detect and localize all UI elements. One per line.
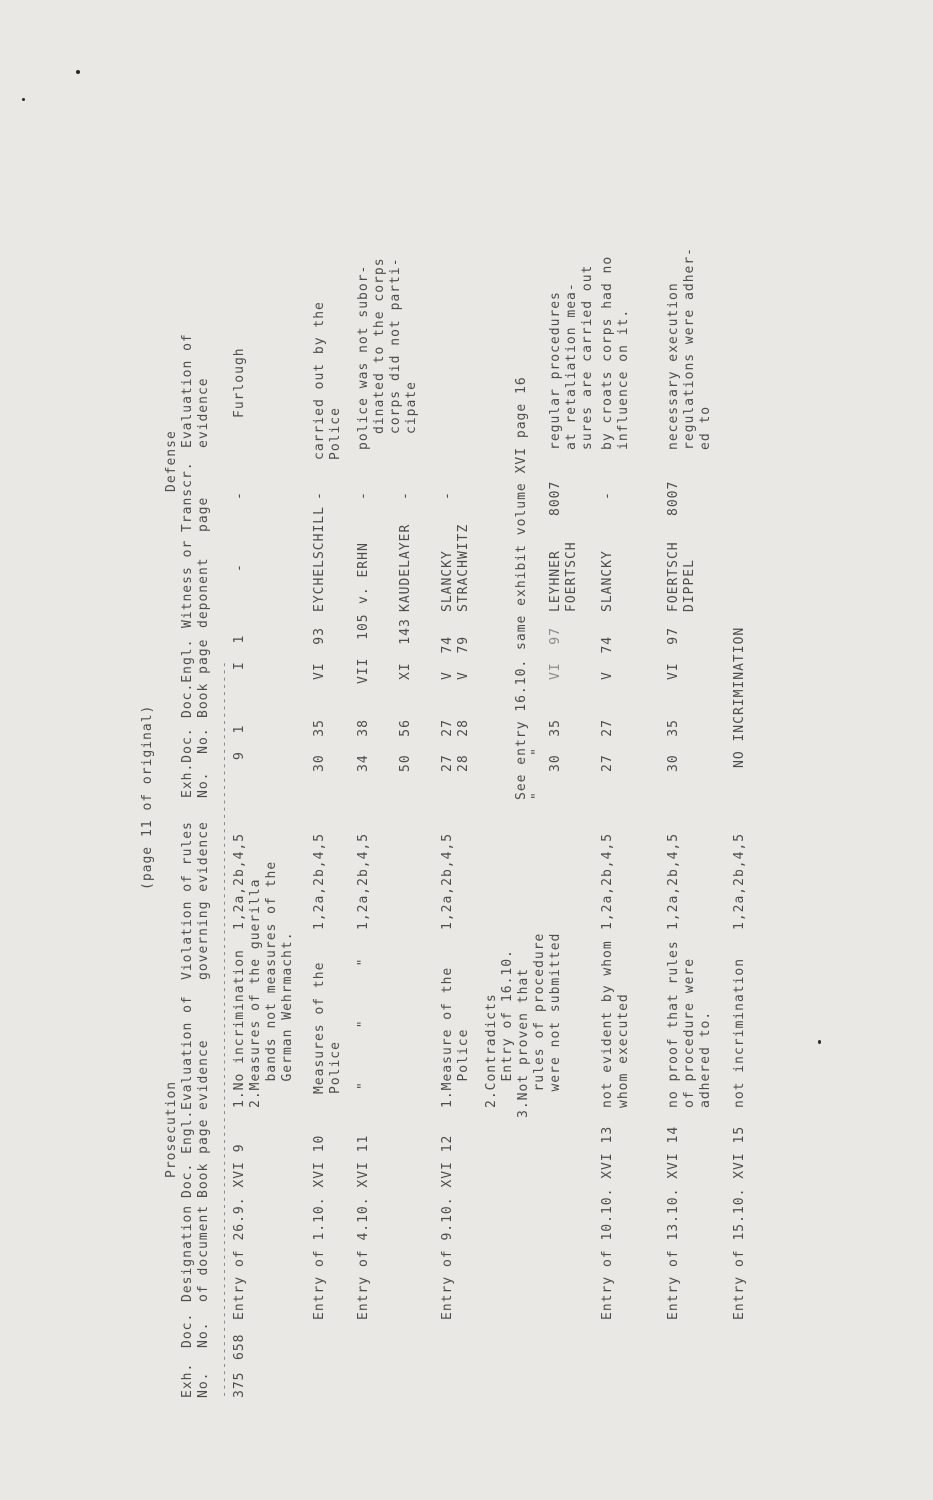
- engl-book-page: V 74: [600, 635, 615, 680]
- exh-doc-number: 50 56: [398, 719, 413, 772]
- header-witness-2: deponent: [196, 557, 211, 628]
- exh-doc-number: 30 35: [666, 719, 681, 772]
- designation: Entry of 10.10. XVI 13: [600, 1125, 615, 1320]
- header-def-evaluation: [180, 333, 212, 448]
- defense-evaluation-line: by croats corps had no: [600, 255, 615, 450]
- header-exh-doc-1: Exh.Doc.: [180, 727, 195, 798]
- header-doc-no: [180, 1313, 212, 1348]
- exh-doc-number: 27 27 28 28: [440, 719, 471, 772]
- prosecution-header: Prosecution: [164, 1080, 179, 1178]
- transcript-page: -: [398, 491, 413, 500]
- defense-evaluation-line: Police: [328, 407, 343, 460]
- header-evaluation: [180, 995, 212, 1110]
- header-exh-doc-2: No. No.: [196, 727, 211, 798]
- engl-book-page: V 74 V 79: [440, 635, 471, 680]
- header-transcr: [180, 461, 212, 532]
- header-designation: [180, 1205, 212, 1302]
- witness: v. ERHN: [356, 542, 371, 604]
- header-doc-engl-def: [180, 639, 212, 718]
- engl-book-page: VI 93: [312, 627, 327, 680]
- designation: Entry of 1.10. XVI 10: [312, 1134, 327, 1320]
- witness: FOERTSCH DIPPEL: [666, 541, 697, 612]
- transcript-page: -: [232, 491, 247, 500]
- witness: SLANCKY: [600, 550, 615, 612]
- evaluation-line: adhered to.: [698, 1010, 713, 1108]
- header-doc-engl-def-2: Book page: [196, 638, 211, 718]
- violation-rules: 1,2a,2b,4,5: [600, 832, 615, 930]
- header-doc-engl-def-1: Doc.Engl.: [180, 638, 195, 718]
- evaluation-line: rules of procedure: [532, 932, 547, 1118]
- header-evaluation-1: Evaluation of: [180, 995, 195, 1110]
- evaluation-line: Entry of 16.10.: [500, 949, 515, 1108]
- header-exh-2: No.: [196, 1371, 211, 1398]
- evaluation-line: 1.No incrimination: [232, 949, 247, 1108]
- violation-rules: 1,2a,2b,4,5: [440, 832, 455, 930]
- violation-rules: 1,2a,2b,4,5: [732, 832, 747, 930]
- witness: EYCHELSCHILL: [312, 506, 327, 612]
- violation-rules: 1,2a,2b,4,5: [232, 832, 247, 930]
- header-doc-2: No.: [196, 1321, 211, 1348]
- exh-doc-number: 30 35: [312, 719, 327, 772]
- no-incrimination-note: NO INCRIMINATION: [732, 626, 747, 768]
- evaluation-line: no proof that rules: [666, 940, 681, 1108]
- evaluation-line: 3.Not proven that: [516, 967, 531, 1118]
- designation: Entry of 26.9. XVI 9: [232, 1143, 247, 1320]
- header-divider: ------------------------------------------------------------------------------------------------------: [217, 661, 231, 1398]
- header-doc-engl: [180, 1110, 212, 1198]
- evaluation-line: " " ": [356, 957, 371, 1090]
- header-exh-1: Exh.: [180, 1362, 195, 1398]
- exh-doc-number: 30 35: [548, 719, 563, 772]
- evaluation-line: not evident by whom: [600, 940, 615, 1108]
- evaluation-line: Police: [328, 1041, 343, 1094]
- header-witness: [180, 540, 212, 628]
- engl-book-page: VII 105: [356, 613, 371, 684]
- defense-evaluation-line: regular procedures: [548, 291, 563, 450]
- defense-evaluation-line: dinated to the corps: [372, 257, 387, 434]
- defense-evaluation-line: Furlough: [232, 347, 247, 418]
- evaluation-line: German Wehrmacht.: [280, 931, 295, 1108]
- evaluation-line: 2.Contradicts: [484, 993, 499, 1108]
- evaluation-line: of procedure were: [682, 957, 697, 1108]
- engl-book-page: I 1: [232, 634, 247, 670]
- violation-rules: 1,2a,2b,4,5: [312, 832, 327, 930]
- violation-rules: 1,2a,2b,4,5: [666, 832, 681, 930]
- engl-book-page: VI 97: [666, 627, 681, 680]
- header-evaluation-2: evidence: [196, 1039, 211, 1110]
- page-note: (page 11 of original): [140, 704, 155, 890]
- transcript-page: 8007: [666, 480, 681, 516]
- header-violation-1: Violation of rules: [180, 821, 195, 980]
- defense-evaluation-line: cipate: [404, 381, 419, 434]
- transcript-page: -: [312, 491, 327, 500]
- header-designation-1: Designation: [180, 1204, 195, 1302]
- evaluation-line: Police: [456, 1028, 471, 1108]
- defense-header: Defense: [164, 430, 179, 492]
- header-designation-2: of document: [196, 1204, 211, 1302]
- header-def-evaluation-2: evidence: [196, 377, 211, 448]
- exh-doc-number: 9 1: [232, 724, 247, 760]
- witness: KAUDELAYER: [398, 523, 413, 612]
- header-def-evaluation-1: Evaluation of: [180, 333, 195, 448]
- exh-doc-number: 27 27: [600, 719, 615, 772]
- exh-doc-number: " ": [530, 747, 545, 800]
- header-transcr-2: page: [196, 496, 211, 532]
- evaluation-line: Measures of the: [312, 961, 327, 1094]
- defense-evaluation-line: police was not subor-: [356, 264, 371, 450]
- violation-rules: 1,2a,2b,4,5: [356, 832, 371, 930]
- exh-doc-number: 34 38: [356, 719, 371, 772]
- header-violation: [180, 821, 212, 980]
- evaluation-line: not incrimination: [732, 957, 747, 1108]
- header-exh-doc: [180, 727, 212, 798]
- defense-evaluation-line: corps did not parti-: [388, 257, 403, 434]
- designation: Entry of 13.10. XVI 14: [666, 1125, 681, 1320]
- header-doc-engl-2: Book page: [196, 1118, 211, 1198]
- evaluation-line: 1.Measure of the: [440, 966, 455, 1108]
- designation: Entry of 4.10. XVI 11: [356, 1134, 371, 1320]
- designation: Entry of 15.10. XVI 15: [732, 1125, 747, 1320]
- transcript-page: -: [600, 491, 615, 500]
- cross-reference-note: See entry 16.10. same exhibit volume XVI page 16: [514, 376, 529, 800]
- header-transcr-1: Transcr.: [180, 461, 195, 532]
- defense-evaluation-line: sures are carried out: [580, 264, 595, 450]
- header-witness-1: Witness or: [180, 539, 195, 628]
- defense-evaluation-line: regulations were adher-: [682, 246, 697, 450]
- defense-evaluation-line: carried out by the: [312, 301, 327, 460]
- witness: -: [232, 563, 247, 572]
- engl-book-page: VI 97: [548, 627, 563, 680]
- evaluation-line: whom executed: [616, 993, 631, 1108]
- transcript-page: 8007: [548, 480, 563, 516]
- transcript-page: -: [356, 491, 371, 500]
- defense-evaluation-line: influence on it.: [616, 308, 631, 450]
- evaluation-line: bands not measures of the: [264, 860, 279, 1108]
- designation: Entry of 9.10. XVI 12: [440, 1134, 455, 1320]
- defense-evaluation-line: ed to: [698, 405, 713, 450]
- header-violation-2: governing evidence: [196, 821, 211, 980]
- engl-book-page: XI 143: [398, 618, 413, 680]
- header-exh-no: [180, 1363, 212, 1398]
- evaluation-line: 2.Measures of the guerilla: [248, 878, 263, 1108]
- header-doc-1: Doc.: [180, 1312, 195, 1348]
- evaluation-line: were not submitted: [548, 932, 563, 1118]
- defense-evaluation-line: necessary execution: [666, 282, 681, 450]
- exh-number: 375: [232, 1371, 247, 1398]
- witness: SLANCKY STRACHWITZ: [440, 523, 471, 612]
- transcript-page: -: [440, 491, 455, 500]
- defense-evaluation-line: at retaliation mea-: [564, 282, 579, 450]
- doc-number: 658: [232, 1333, 247, 1360]
- header-doc-engl-1: Doc. Engl.: [180, 1109, 195, 1198]
- witness: LEYHNER FOERTSCH: [548, 541, 579, 612]
